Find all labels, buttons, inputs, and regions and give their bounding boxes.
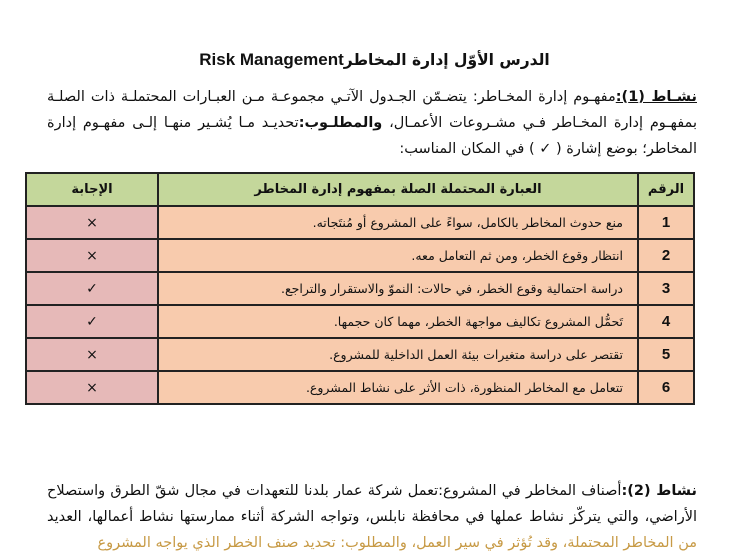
activity-2-text-continued: من المخاطر المحتملة، وقد تُؤثر في سير العمل، والمطلوب: تحديد صنف الخطر الذي يواجه المشروع xyxy=(97,535,697,551)
lesson-title xyxy=(0,50,749,70)
activity-1-required-label: والمطلـوب: xyxy=(298,115,383,131)
activity-2-instructions xyxy=(47,478,697,556)
row-statement: تقتصر على دراسة متغيرات بيئة العمل الداخلية للمشروع. xyxy=(158,338,638,371)
row-answer-cell[interactable]: ✓ xyxy=(26,272,158,305)
row-number: 5 xyxy=(638,338,694,371)
row-statement: تتعامل مع المخاطر المنظورة، ذات الأثر على نشاط المشروع. xyxy=(158,371,638,404)
row-number: 6 xyxy=(638,371,694,404)
table-row xyxy=(26,371,694,404)
table-row xyxy=(26,206,694,239)
table-header-row xyxy=(26,173,694,206)
row-statement: انتظار وقوع الخطر، ومن ثم التعامل معه. xyxy=(158,239,638,272)
header-number: الرقم xyxy=(638,173,694,206)
row-number: 3 xyxy=(638,272,694,305)
activity-1-task: تحديـد مـا يُشـير منهـا إلـى مفهـوم إدارة المخاطر؛ بوضع إشارة ( ✓ ) في المكان المناسب: xyxy=(47,115,697,157)
row-answer-cell[interactable]: × xyxy=(26,338,158,371)
activity-1-instructions xyxy=(47,84,697,162)
lesson-title-arabic: الدرس الأوّل إدارة المخاطر xyxy=(343,51,550,69)
activity-2-label: نشاط (2): xyxy=(621,483,697,499)
row-number: 1 xyxy=(638,206,694,239)
activity-1-label: نشـاط (1): xyxy=(615,89,697,105)
row-statement: دراسة احتمالية وقوع الخطر، في حالات: النموّ والاستقرار والتراجع. xyxy=(158,272,638,305)
row-number: 2 xyxy=(638,239,694,272)
header-statement: العبارة المحتملة الصلة بمفهوم إدارة المخاطر xyxy=(158,173,638,206)
row-number: 4 xyxy=(638,305,694,338)
table-row xyxy=(26,272,694,305)
row-answer-cell[interactable]: ✓ xyxy=(26,305,158,338)
row-answer-cell[interactable]: × xyxy=(26,371,158,404)
table-row xyxy=(26,305,694,338)
lesson-title-english: Risk Management xyxy=(199,50,344,69)
row-statement: منع حدوث المخاطر بالكامل، سواءً على المشروع أو مُنتَجاته. xyxy=(158,206,638,239)
risk-statements-table xyxy=(25,172,695,405)
activity-2-text: أصناف المخاطر في المشروع:تعمل شركة عمار بلدنا للتعهدات في مجال شقّ الطرق واستصلاح الأراضي، والتي يتركّز نشاط عملها في محافظة نابلس، وتواجه الشركة أثناء ممارستها نشاط أعمالها، العديد xyxy=(47,483,697,525)
row-answer-cell[interactable]: × xyxy=(26,206,158,239)
table-row xyxy=(26,239,694,272)
row-statement: تَحمُّل المشروع تكاليف مواجهة الخطر، مهما كان حجمها. xyxy=(158,305,638,338)
activity-1-topic: مفهـوم إدارة المخـاطر: xyxy=(472,89,616,105)
header-answer: الإجابة xyxy=(26,173,158,206)
activity-1-text: يتضـمّن الجـدول الآتـي مجموعـة مـن العبـارات المحتملـة ذات الصلـة بمفهـوم إدارة المخـاطر فـي مشـروعات الأعمـال، xyxy=(47,89,697,131)
table-row xyxy=(26,338,694,371)
row-answer-cell[interactable]: × xyxy=(26,239,158,272)
